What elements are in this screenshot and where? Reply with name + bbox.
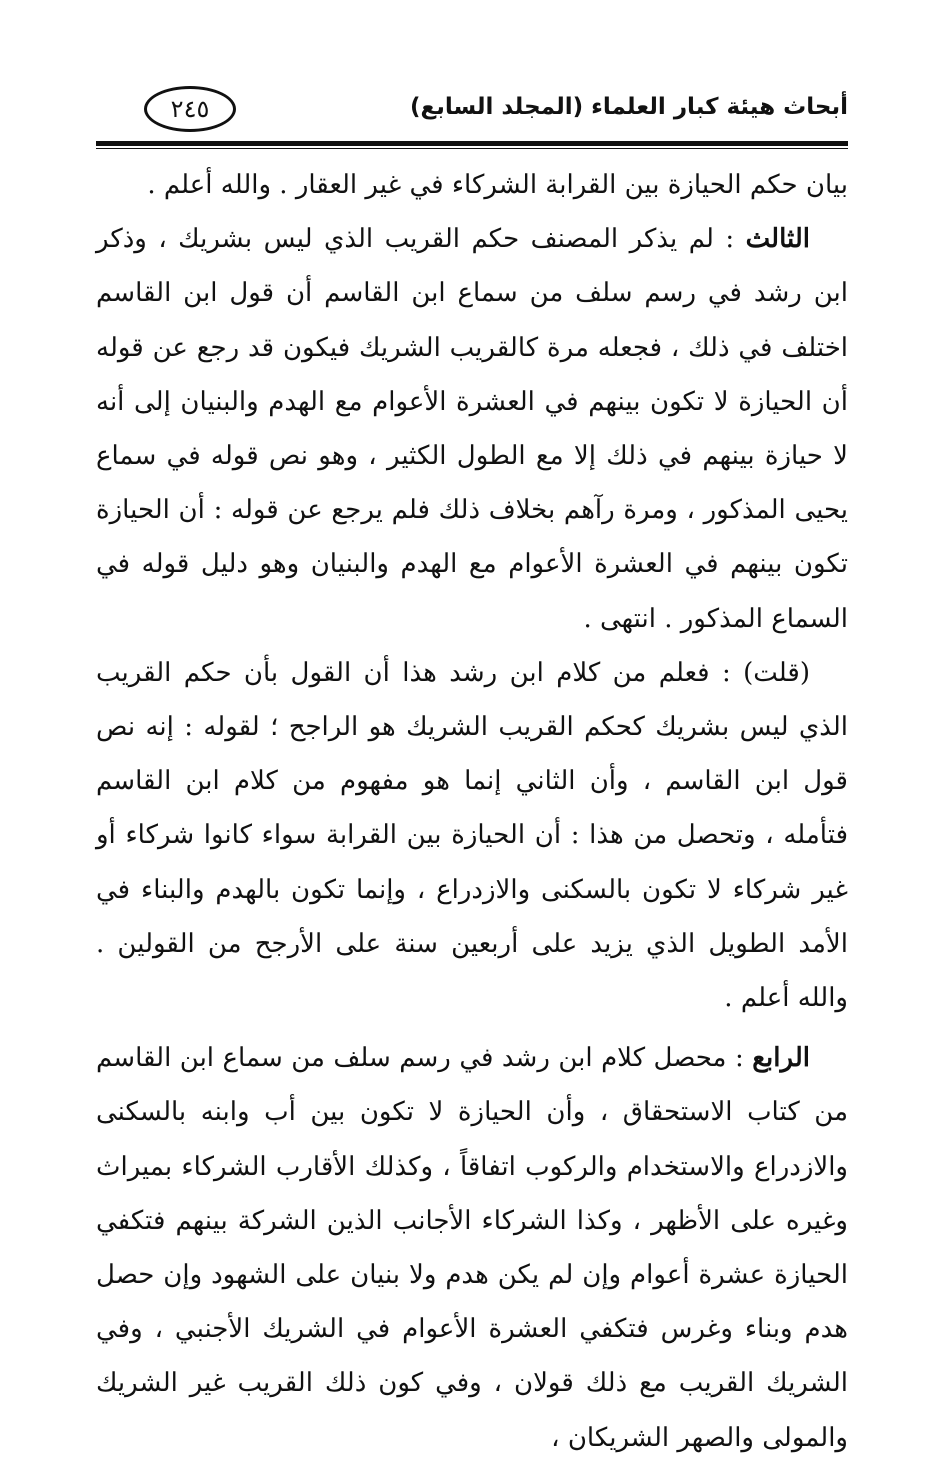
page-header xyxy=(96,82,848,142)
body-text xyxy=(96,158,848,1465)
paragraph-text: بيان حكم الحيازة بين القرابة الشركاء في غير العقار . والله أعلم . xyxy=(147,170,848,200)
section-keyword: الثالث xyxy=(745,224,811,255)
paragraph-2 xyxy=(96,212,848,646)
paragraph-3 xyxy=(96,646,848,1025)
paragraph-text: : محصل كلام ابن رشد في رسم سلف من سماع ابن القاسم من كتاب الاستحقاق ، وأن الحيازة لا تكون بين أب وابنه بالسكنى والازدراع والاستخدام والركوب اتفاقاً ، وكذلك الأقارب الشركاء بميراث وغيره على الأظهر ، وكذا الشركاء الأجانب الذين الشركة بينهم فتكفي الحيازة عشرة أعوام وإن لم يكن هدم ولا بنيان على الشهود وإن حصل هدم وبناء وغرس فتكفي العشرة الأعوام في الشريك الأجنبي ، وفي الشريك القريب مع ذلك قولان ، وفي كون ذلك القريب غير الشريك والمولى والصهر الشريكان ، xyxy=(96,1043,848,1453)
running-title: أبحاث هيئة كبار العلماء (المجلد السابع) xyxy=(409,94,848,120)
header-rule-thick xyxy=(96,141,848,146)
paragraph-4 xyxy=(96,1031,848,1465)
page-number: ٢٤٥ xyxy=(144,86,236,132)
paragraph-text: : لم يذكر المصنف حكم القريب الذي ليس بشريك ، وذكر ابن رشد في رسم سلف من سماع ابن القاسم أن قول ابن القاسم اختلف في ذلك ، فجعله مرة كالقريب الشريك فيكون قد رجع عن قوله أن الحيازة لا تكون بينهم في العشرة الأعوام مع الهدم والبنيان إلى أنه لا حيازة بينهم في ذلك إلا مع الطول الكثير ، وهو نص قوله في سماع يحيى المذكور ، ومرة رآهم بخلاف ذلك فلم يرجع عن قوله : أن الحيازة تكون بينهم في العشرة الأعوام مع الهدم والبنيان وهو دليل قوله في السماع المذكور . انتهى . xyxy=(96,224,848,634)
section-keyword: الرابع xyxy=(752,1043,811,1074)
paragraph-text: (قلت) : فعلم من كلام ابن رشد هذا أن القول بأن حكم القريب الذي ليس بشريك كحكم القريب الشريك هو الراجح ؛ لقوله : إنه نص قول ابن القاسم ، وأن الثاني إنما هو مفهوم من كلام ابن القاسم فتأمله ، وتحصل من هذا : أن الحيازة بين القرابة سواء كانوا شركاء أو غير شركاء لا تكون بالسكنى والازدراع ، وإنما تكون بالهدم والبناء في الأمد الطويل الذي يزيد على أربعين سنة على الأرجح من القولين . والله أعلم . xyxy=(96,657,848,1014)
header-rule-thin xyxy=(96,148,848,149)
paragraph-1 xyxy=(96,158,848,212)
